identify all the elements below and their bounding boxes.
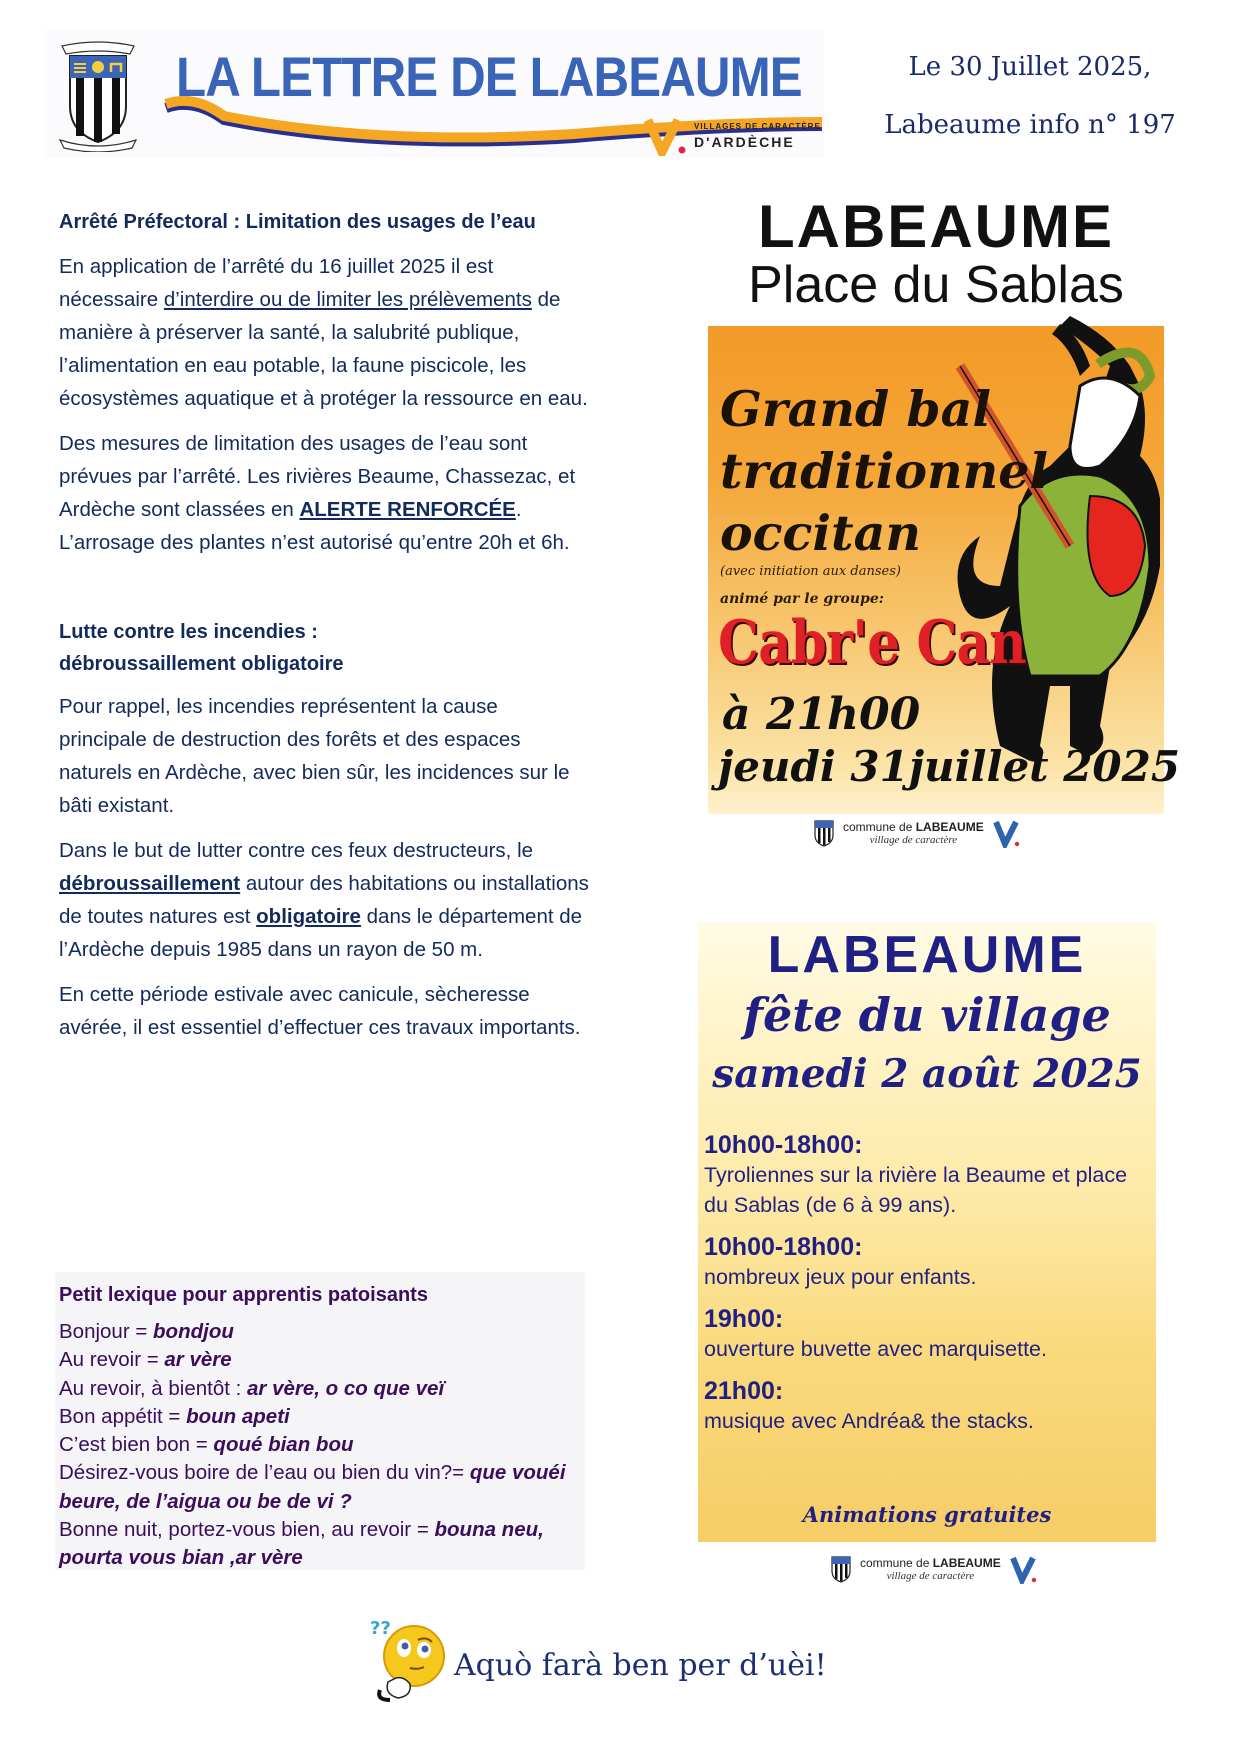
poster-subtitle: fête du village [743,988,1111,1042]
poster-anime: animé par le groupe: [720,591,884,607]
occitan-translation: bouna neu, pourta vous bian ,ar vère [59,1518,544,1570]
text-run: commune de [843,820,916,834]
text-run: LABEAUME [915,820,984,834]
article-paragraph: En cette période estivale avec canicule, sècheresse avérée, il est essentiel d’effectuer ces travaux importants. [59,983,581,1039]
label-line2: D'ARDÈCHE [694,134,795,150]
french-phrase: Bonjour = [59,1320,154,1343]
commune-name [843,820,984,834]
text-run: de manière à préserver la santé, la salubrité publique, l’alimentation en eau potable, la faune piscicole, les écosystèmes aquatique et à protéger la ressource en eau. [59,288,588,410]
occitan-translation: que vouéi beure, de l’aigua ou be de vi ? [59,1461,566,1513]
event-date: jeudi 31juillet 2025 [718,742,1181,791]
lexicon-entry [59,1459,581,1516]
poster-note: (avec initiation aux danses) [720,564,901,579]
headline-line: occitan [720,504,921,562]
commune-logo [830,1554,1037,1584]
schedule-item [704,1304,1156,1364]
text-run: En application de l’arrêté du 16 juillet 2025 il est nécessaire [59,255,494,311]
lexicon-list [59,1318,581,1573]
french-phrase: Bon appétit = [59,1404,187,1428]
thinking-smiley-icon [366,1612,456,1702]
schedule-item [704,1130,1156,1220]
svg-text:??: ?? [370,1618,391,1639]
commune-tagline: village de caractère [869,834,958,846]
lexicon-entry [59,1431,581,1459]
masthead-title: LA LETTRE DE LABEAUME [176,45,802,108]
alert-level: ALERTE RENFORCÉE [299,498,516,521]
commune-text [843,820,984,846]
article-water-restriction [59,206,589,559]
commune-name [860,1556,1001,1570]
event-date: samedi 2 août 2025 [712,1051,1142,1097]
text-run: autour des habitations ou installations de toutes natures est [59,872,589,928]
schedule-description: ouverture buvette avec marquisette. [704,1337,1047,1361]
french-phrase: Désirez-vous boire de l’eau ou bien du vin?= [59,1461,470,1485]
poster-location: Place du Sablas [748,256,1124,314]
poster-title: LABEAUME [758,193,1114,260]
dateline [860,38,1200,154]
commune-crest-icon [813,819,835,847]
article-fire-prevention [59,616,589,1044]
occitan-translation: bondjou [153,1320,234,1343]
french-phrase: C’est bien bon = [59,1433,214,1457]
title-line: Lutte contre les incendies : [59,621,318,643]
text-run: LABEAUME [932,1556,1001,1570]
headline-line: Grand bal [720,380,991,438]
poster-fete-du-village [698,922,1156,1542]
schedule-time: 10h00-18h00: [704,1233,863,1261]
text-run: Des mesures de limitation des usages de l’eau sont prévues par l’arrêté. Les rivières Beaume, Chassezac, et Ardèche sont classées en [59,432,576,521]
village-caractere-v-icon [1009,1554,1037,1584]
labeaume-crest-icon [56,36,140,152]
footer-motto: Aquò farà ben per d’uèi! [454,1648,827,1683]
french-phrase: Bonne nuit, portez-vous bien, au revoir = [59,1518,435,1542]
commune-text [860,1556,1001,1582]
commune-logo [813,818,1020,848]
article-paragraph [59,250,589,415]
schedule-item [704,1232,1156,1292]
schedule-description: Tyroliennes sur la rivière la Beaume et place du Sablas (de 6 à 99 ans). [704,1163,1128,1217]
lexicon-entry [59,1516,581,1573]
article-title: Arrêté Préfectoral : Limitation des usages de l’eau [59,211,536,233]
village-caractere-v-icon [992,818,1020,848]
band-name: Cabr'e Can [718,608,1026,678]
schedule-list [704,1130,1156,1448]
issue-date: Le 30 Juillet 2025, [908,52,1152,82]
schedule-description: musique avec Andréa& the stacks. [704,1409,1034,1433]
villages-de-caractere-logo-icon [644,116,688,156]
occitan-translation: ar vère, o co que veï [247,1376,445,1400]
keyword: obligatoire [256,905,361,928]
articles-column [59,206,589,1044]
poster-footer: Animations gratuites [802,1502,1052,1527]
french-phrase: Au revoir = [59,1348,165,1372]
masthead [44,30,824,158]
text-run: commune de [860,1556,933,1570]
headline-line: traditionnel [720,442,1049,500]
commune-tagline: village de caractère [886,1570,975,1582]
occitan-translation: ar vère [164,1348,232,1372]
text-run: Dans le but de lutter contre ces feux destructeurs, le [59,839,534,862]
commune-crest-icon [830,1555,852,1583]
poster-title: LABEAUME [767,926,1087,984]
article-paragraph: Pour rappel, les incendies représentent la cause principale de destruction des forêts et des espaces naturels en Ardèche, avec bien sûr, les incidences sur le bâti existant. [59,695,570,817]
underlined-text: d’interdire ou de limiter les prélèvements [163,288,532,311]
patois-lexicon [55,1272,585,1570]
text-run: dans le département de l’Ardèche depuis 1985 dans un rayon de 50 m. [59,905,583,961]
schedule-time: 10h00-18h00: [704,1131,863,1159]
article-title [59,616,589,680]
text-run: . L’arrosage des plantes n’est autorisé qu’entre 20h et 6h. [59,498,570,554]
label-line1: VILLAGES DE CARACTÈRE [694,122,821,131]
lexicon-entry [59,1346,581,1374]
occitan-translation: boun apeti [186,1404,290,1428]
title-line: débroussaillement obligatoire [59,653,344,675]
lexicon-title: Petit lexique pour apprentis patoisants [59,1284,428,1306]
article-paragraph [59,834,589,966]
event-time: à 21h00 [722,689,921,740]
lexicon-entry [59,1375,581,1403]
lexicon-entry [59,1403,581,1431]
schedule-description: nombreux jeux pour enfants. [704,1265,977,1289]
schedule-item [704,1376,1156,1436]
schedule-time: 19h00: [704,1305,784,1333]
keyword: débroussaillement [59,872,241,895]
french-phrase: Au revoir, à bientôt : [59,1376,248,1400]
occitan-translation: qoué bian bou [213,1433,354,1457]
article-paragraph [59,427,589,559]
poster-headline [720,378,1048,564]
poster-grand-bal [704,193,1181,860]
issue-number: Labeaume info n° 197 [884,110,1176,140]
schedule-time: 21h00: [704,1377,784,1405]
lexicon-entry [59,1318,581,1346]
